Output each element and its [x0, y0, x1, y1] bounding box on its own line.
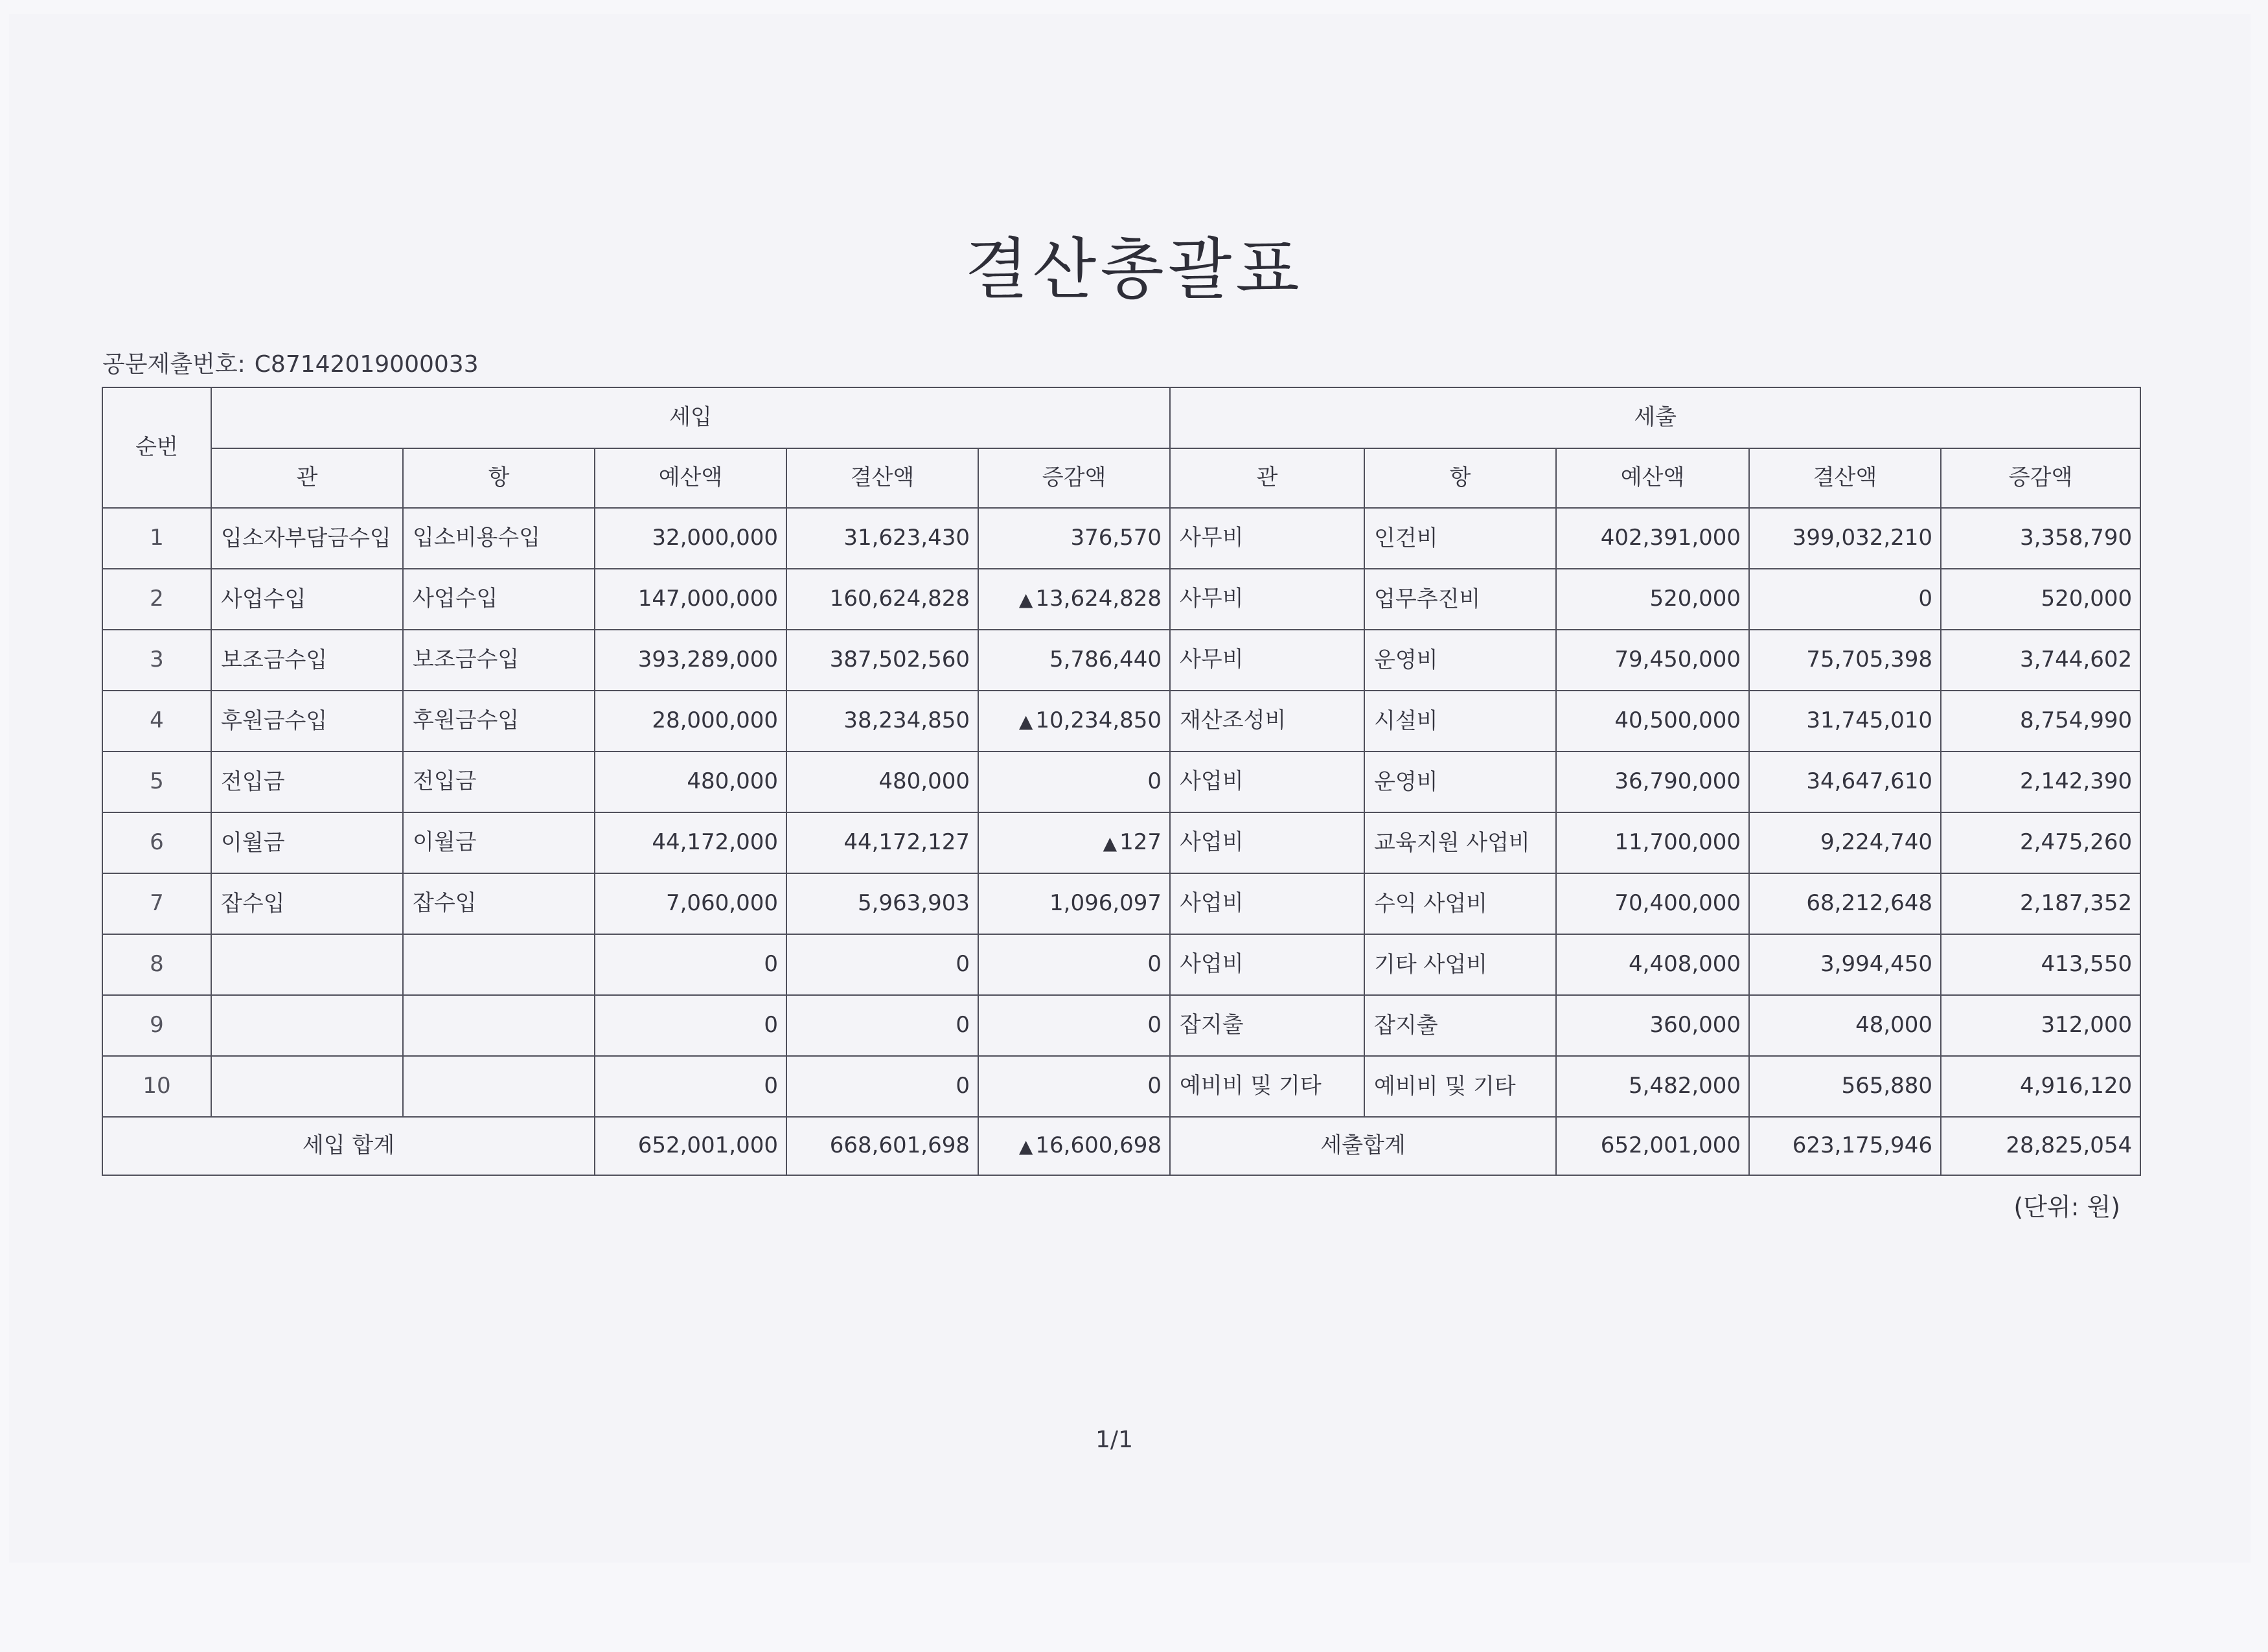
increase-marker: ▲	[1018, 1136, 1033, 1158]
income-gwan	[211, 934, 403, 995]
income-diff	[978, 1056, 1170, 1117]
income-budget: 44,172,000	[595, 812, 786, 873]
header-expense-diff: 증감액	[1941, 448, 2140, 508]
expense-hang: 수익 사업비	[1364, 873, 1556, 934]
income-settled: 0	[786, 1056, 978, 1117]
expense-gwan: 사업비	[1170, 873, 1364, 934]
expense-diff: 2,187,352	[1941, 873, 2140, 934]
expense-diff: 4,916,120	[1941, 1056, 2140, 1117]
increase-marker: ▲	[1018, 711, 1033, 733]
income-hang: 입소비용수입	[403, 508, 595, 569]
expense-settled: 68,212,648	[1749, 873, 1941, 934]
expense-gwan: 사업비	[1170, 812, 1364, 873]
expense-diff: 3,358,790	[1941, 508, 2140, 569]
income-diff	[978, 508, 1170, 569]
table-row	[102, 873, 2140, 934]
expense-budget: 402,391,000	[1556, 508, 1749, 569]
income-hang	[403, 934, 595, 995]
row-number: 7	[102, 873, 211, 934]
document-number-label: 공문제출번호:	[102, 351, 246, 378]
expense-hang: 운영비	[1364, 630, 1556, 691]
income-diff	[978, 934, 1170, 995]
expense-gwan: 사업비	[1170, 751, 1364, 812]
expense-diff: 2,142,390	[1941, 751, 2140, 812]
expense-settled: 48,000	[1749, 995, 1941, 1056]
header-income-diff: 증감액	[978, 448, 1170, 508]
header-income-gwan: 관	[211, 448, 403, 508]
income-budget: 480,000	[595, 751, 786, 812]
expense-gwan: 사무비	[1170, 569, 1364, 630]
expense-budget: 520,000	[1556, 569, 1749, 630]
increase-marker: ▲	[1103, 832, 1117, 855]
expense-settled: 9,224,740	[1749, 812, 1941, 873]
income-diff	[978, 691, 1170, 751]
table-row	[102, 630, 2140, 691]
income-total-diff	[978, 1117, 1170, 1175]
income-diff	[978, 873, 1170, 934]
header-income-settled: 결산액	[786, 448, 978, 508]
income-gwan: 잡수입	[211, 873, 403, 934]
expense-diff: 2,475,260	[1941, 812, 2140, 873]
expense-settled: 0	[1749, 569, 1941, 630]
income-diff	[978, 995, 1170, 1056]
header-income-budget: 예산액	[595, 448, 786, 508]
income-gwan: 사업수입	[211, 569, 403, 630]
diff-value: 16,600,698	[1035, 1132, 1162, 1159]
row-number: 10	[102, 1056, 211, 1117]
income-settled: 31,623,430	[786, 508, 978, 569]
expense-total-budget: 652,001,000	[1556, 1117, 1749, 1175]
income-total-label: 세입 합계	[102, 1117, 595, 1175]
expense-budget: 40,500,000	[1556, 691, 1749, 751]
header-expense-hang: 항	[1364, 448, 1556, 508]
income-hang: 후원금수입	[403, 691, 595, 751]
table-row	[102, 812, 2140, 873]
diff-value: 1,096,097	[1049, 890, 1162, 917]
expense-diff: 3,744,602	[1941, 630, 2140, 691]
expense-budget: 360,000	[1556, 995, 1749, 1056]
expense-hang: 교육지원 사업비	[1364, 812, 1556, 873]
expense-budget: 5,482,000	[1556, 1056, 1749, 1117]
diff-value: 127	[1119, 829, 1162, 856]
income-budget: 0	[595, 995, 786, 1056]
expense-hang: 기타 사업비	[1364, 934, 1556, 995]
income-gwan: 이월금	[211, 812, 403, 873]
expense-budget: 11,700,000	[1556, 812, 1749, 873]
income-budget: 393,289,000	[595, 630, 786, 691]
expense-hang: 시설비	[1364, 691, 1556, 751]
expense-gwan: 사무비	[1170, 508, 1364, 569]
expense-diff: 413,550	[1941, 934, 2140, 995]
diff-value: 0	[1147, 1073, 1162, 1099]
expense-settled: 34,647,610	[1749, 751, 1941, 812]
income-gwan: 보조금수입	[211, 630, 403, 691]
expense-hang: 잡지출	[1364, 995, 1556, 1056]
table-row	[102, 508, 2140, 569]
row-number: 9	[102, 995, 211, 1056]
expense-settled: 75,705,398	[1749, 630, 1941, 691]
expense-hang: 인건비	[1364, 508, 1556, 569]
income-hang: 이월금	[403, 812, 595, 873]
header-seq: 순번	[102, 387, 211, 508]
expense-gwan: 사무비	[1170, 630, 1364, 691]
header-income-hang: 항	[403, 448, 595, 508]
table-row	[102, 995, 2140, 1056]
page-title: 결산총괄표	[965, 231, 1303, 308]
income-total-budget: 652,001,000	[595, 1117, 786, 1175]
income-hang: 사업수입	[403, 569, 595, 630]
income-gwan: 전입금	[211, 751, 403, 812]
expense-diff: 312,000	[1941, 995, 2140, 1056]
income-gwan: 입소자부담금수입	[211, 508, 403, 569]
expense-diff: 520,000	[1941, 569, 2140, 630]
diff-value: 376,570	[1070, 525, 1162, 551]
income-diff	[978, 569, 1170, 630]
header-income: 세입	[211, 387, 1170, 448]
document-number-value: C87142019000033	[254, 351, 479, 378]
income-diff	[978, 751, 1170, 812]
row-number: 8	[102, 934, 211, 995]
unit-note: (단위: 원)	[2013, 1193, 2120, 1221]
table-row	[102, 934, 2140, 995]
row-number: 6	[102, 812, 211, 873]
header-expense: 세출	[1170, 387, 2140, 448]
expense-gwan: 재산조성비	[1170, 691, 1364, 751]
table-row	[102, 569, 2140, 630]
income-settled: 5,963,903	[786, 873, 978, 934]
income-hang: 전입금	[403, 751, 595, 812]
diff-value: 10,234,850	[1035, 707, 1162, 734]
table-row	[102, 751, 2140, 812]
income-settled: 38,234,850	[786, 691, 978, 751]
expense-hang: 예비비 및 기타	[1364, 1056, 1556, 1117]
diff-value: 5,786,440	[1049, 647, 1162, 673]
income-gwan	[211, 1056, 403, 1117]
income-total-settled: 668,601,698	[786, 1117, 978, 1175]
table-body	[102, 387, 2140, 1175]
diff-value: 0	[1147, 951, 1162, 978]
income-budget: 0	[595, 1056, 786, 1117]
row-number: 4	[102, 691, 211, 751]
expense-gwan: 예비비 및 기타	[1170, 1056, 1364, 1117]
income-settled: 0	[786, 934, 978, 995]
income-settled: 387,502,560	[786, 630, 978, 691]
income-hang: 잡수입	[403, 873, 595, 934]
header-row-columns	[102, 448, 2140, 508]
expense-settled: 3,994,450	[1749, 934, 1941, 995]
expense-hang: 업무추진비	[1364, 569, 1556, 630]
income-budget: 28,000,000	[595, 691, 786, 751]
totals-row	[102, 1117, 2140, 1175]
row-number: 5	[102, 751, 211, 812]
page-number: 1/1	[1095, 1427, 1133, 1453]
income-settled: 0	[786, 995, 978, 1056]
expense-settled: 31,745,010	[1749, 691, 1941, 751]
header-expense-budget: 예산액	[1556, 448, 1749, 508]
row-number: 1	[102, 508, 211, 569]
income-gwan: 후원금수입	[211, 691, 403, 751]
header-expense-gwan: 관	[1170, 448, 1364, 508]
income-diff	[978, 630, 1170, 691]
income-settled: 44,172,127	[786, 812, 978, 873]
income-settled: 160,624,828	[786, 569, 978, 630]
expense-budget: 36,790,000	[1556, 751, 1749, 812]
expense-gwan: 사업비	[1170, 934, 1364, 995]
expense-settled: 565,880	[1749, 1056, 1941, 1117]
income-budget: 147,000,000	[595, 569, 786, 630]
expense-hang: 운영비	[1364, 751, 1556, 812]
header-row-group	[102, 387, 2140, 448]
diff-value: 0	[1147, 768, 1162, 795]
income-budget: 32,000,000	[595, 508, 786, 569]
expense-total-diff: 28,825,054	[1941, 1117, 2140, 1175]
expense-budget: 79,450,000	[1556, 630, 1749, 691]
diff-value: 13,624,828	[1035, 586, 1162, 612]
income-gwan	[211, 995, 403, 1056]
income-hang	[403, 995, 595, 1056]
expense-total-label: 세출합계	[1170, 1117, 1556, 1175]
expense-total-settled: 623,175,946	[1749, 1117, 1941, 1175]
income-settled: 480,000	[786, 751, 978, 812]
income-hang	[403, 1056, 595, 1117]
expense-budget: 70,400,000	[1556, 873, 1749, 934]
row-number: 3	[102, 630, 211, 691]
income-budget: 7,060,000	[595, 873, 786, 934]
header-expense-settled: 결산액	[1749, 448, 1941, 508]
settlement-summary-table	[102, 387, 2141, 1176]
document-number	[102, 346, 479, 379]
income-diff	[978, 812, 1170, 873]
expense-gwan: 잡지출	[1170, 995, 1364, 1056]
table-row	[102, 1056, 2140, 1117]
income-budget: 0	[595, 934, 786, 995]
expense-settled: 399,032,210	[1749, 508, 1941, 569]
increase-marker: ▲	[1018, 589, 1033, 611]
expense-diff: 8,754,990	[1941, 691, 2140, 751]
diff-value: 0	[1147, 1012, 1162, 1038]
table-row	[102, 691, 2140, 751]
row-number: 2	[102, 569, 211, 630]
income-hang: 보조금수입	[403, 630, 595, 691]
expense-budget: 4,408,000	[1556, 934, 1749, 995]
